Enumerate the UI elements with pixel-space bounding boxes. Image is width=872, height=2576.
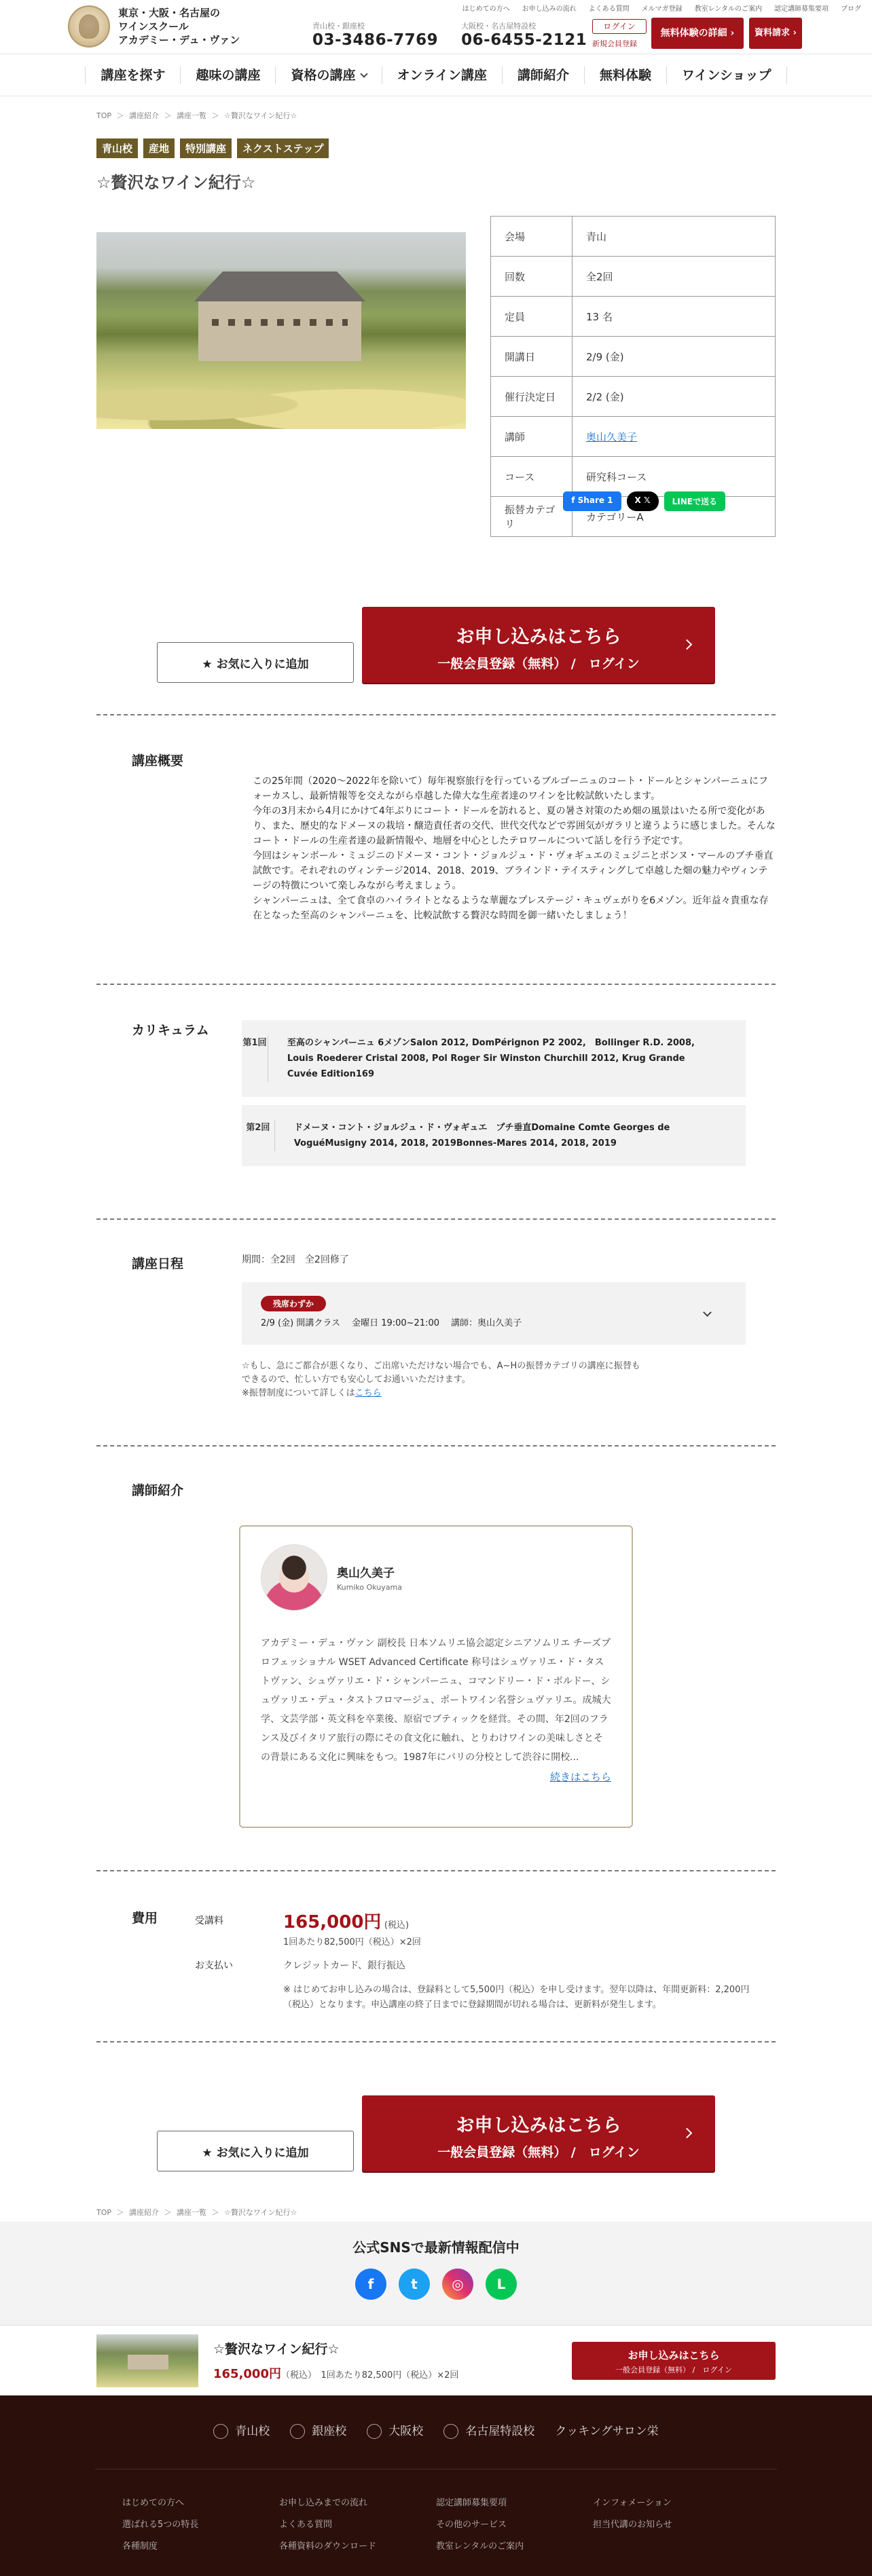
footer-link[interactable]: インフォメーション xyxy=(593,2498,672,2508)
curriculum-text: 至高のシャンパーニュ 6メゾンSalon 2012, DomPérignon P2 2002, Bollinger R.D. 2008, Louis Roederer Cristal 2008, Pol Roger Sir Winston Churchill 2012, Krug Grande Cuvée Edition169 xyxy=(287,1038,695,1079)
read-more-link[interactable]: 続きはこちら xyxy=(549,1771,611,1783)
fee-table xyxy=(195,1908,765,2013)
site-logo[interactable] xyxy=(68,5,240,48)
nav-online[interactable]: オンライン講座 xyxy=(382,67,502,84)
info-value: 研究科コース xyxy=(573,457,776,497)
phone-tokyo[interactable] xyxy=(312,20,438,49)
footer-schools xyxy=(0,2395,872,2439)
info-value: カテゴリーA xyxy=(573,497,776,537)
sns-title: 公式SNSで最新情報配信中 xyxy=(352,2239,520,2256)
crumb-list[interactable]: 講座一覧 xyxy=(177,2208,207,2217)
fee-label: 受講料 xyxy=(195,1916,223,1926)
logo-text xyxy=(118,6,240,47)
info-value: 全2回 xyxy=(573,257,776,297)
footer-col xyxy=(122,2493,279,2558)
transfer-link[interactable]: こちら xyxy=(355,1388,382,1398)
chevron-down-icon xyxy=(360,70,367,77)
info-row xyxy=(491,217,776,257)
sticky-price xyxy=(213,2364,458,2382)
info-row xyxy=(491,457,776,497)
apply-label: お申し込みはこちら xyxy=(628,2349,720,2362)
info-row xyxy=(491,417,776,457)
share-buttons xyxy=(563,491,725,511)
info-key: 催行決定日 xyxy=(491,377,573,417)
sns-section xyxy=(0,2222,872,2325)
global-nav xyxy=(0,54,872,96)
sticky-price-value: 165,000円 xyxy=(213,2367,281,2381)
toplink-rental[interactable]: 教室レンタルのご案内 xyxy=(694,5,762,13)
logo-line: アカデミー・デュ・ヴァン xyxy=(118,34,240,46)
info-value: 2/2 (金) xyxy=(573,377,776,417)
lecturer-link[interactable]: 奥山久美子 xyxy=(586,430,638,443)
lecturer-bio: アカデミー・デュ・ヴァン 副校長 日本ソムリエ協会認定シニアソムリエ チーズプロフェッショナル WSET Advanced Certificate 称号はシュヴァリエ・ド・タストヴァン、シュヴァリエ・ド・シャンパーニュ、コマンドリー・ド・ボルドー、シュヴァリエ・デュ・タストフロマージュ、ポートワイン名誉シュヴァリエ。成城大学、文芸学部・英文科を卒業後、原宿でブティックを経営。その間、年2回のフランス及びイタリア旅行の際にその食文化に触れ、とりわけワインの美味しさとその背景にある文化に興味をもつ。1987年にパリの分校として渋谷に開校... xyxy=(261,1638,611,1763)
cta-area-bottom xyxy=(0,2095,872,2171)
section-heading: 講座日程 xyxy=(132,1256,184,1271)
apply-button[interactable] xyxy=(362,607,715,683)
curriculum-item xyxy=(242,1105,746,1166)
crumb-list[interactable]: 講座一覧 xyxy=(177,111,207,120)
transfer-note xyxy=(242,1360,746,1400)
footer-link[interactable]: お申し込みまでの流れ xyxy=(279,2498,368,2508)
phone-osaka[interactable] xyxy=(461,20,587,49)
info-key: 振替カテゴリ xyxy=(491,497,573,537)
cta-area xyxy=(0,607,872,683)
school-label: 大阪校 xyxy=(388,2425,424,2438)
crumb-current: ☆贅沢なワイン紀行☆ xyxy=(224,2208,297,2217)
footer-link[interactable]: 担当代講のお知らせ xyxy=(593,2520,672,2530)
curriculum-item xyxy=(242,1020,746,1097)
toplink-faq[interactable]: よくある質問 xyxy=(588,5,630,13)
crumb-current: ☆贅沢なワイン紀行☆ xyxy=(224,111,297,120)
nav-search-course[interactable]: 講座を探す xyxy=(85,67,180,84)
login-button[interactable]: ログイン xyxy=(592,19,647,34)
note-line: できるので、忙しい方でも安心してお通いいただけます。 xyxy=(242,1375,471,1385)
fee-tax: (税込) xyxy=(384,1920,410,1930)
curriculum-list xyxy=(242,1020,746,1166)
school-icon xyxy=(213,2424,228,2439)
school-link[interactable] xyxy=(290,2421,346,2439)
info-key: 定員 xyxy=(491,297,573,337)
school-label: 銀座校 xyxy=(312,2425,347,2438)
footer-link[interactable]: 選ばれる5つの特長 xyxy=(122,2520,199,2530)
seats-badge: 残席わずか xyxy=(261,1296,326,1311)
tag: ネクストステップ xyxy=(237,138,329,158)
footer-link[interactable]: その他のサービス xyxy=(436,2520,507,2530)
tag: 青山校 xyxy=(96,138,138,158)
phone-label: 大阪校・名古屋特設校 xyxy=(461,22,537,31)
breadcrumb xyxy=(0,110,872,121)
footer-col xyxy=(279,2493,436,2558)
section-heading: 講座概要 xyxy=(132,753,184,768)
tag: 特別講座 xyxy=(180,138,232,158)
apply-label: お申し込みはこちら xyxy=(456,627,621,648)
school-link[interactable] xyxy=(443,2421,534,2439)
info-row xyxy=(491,337,776,377)
apply-sublabel: 一般会員登録（無料） / ログイン xyxy=(437,2145,640,2160)
breadcrumb-bottom xyxy=(0,2207,872,2222)
toplink-recruit[interactable]: 認定講師募集要項 xyxy=(774,5,829,13)
twitter-icon[interactable]: t xyxy=(399,2269,430,2300)
crumb-sep: ＞ xyxy=(164,2208,172,2217)
curriculum-no: 第1回 xyxy=(242,1035,268,1082)
schedule-class[interactable] xyxy=(242,1282,746,1345)
footer-links xyxy=(0,2469,872,2558)
sticky-price-detail: （税込） 1回あたり82,500円（税込）×2回 xyxy=(280,2370,459,2381)
crumb-sep: ＞ xyxy=(116,2208,124,2217)
info-row xyxy=(491,257,776,297)
note-line: ☆もし、急にご都合が悪くなり、ご出席いただけない場合でも、A~Hの振替カテゴリの講座に振替も xyxy=(242,1361,640,1371)
school-label: 青山校 xyxy=(235,2425,270,2438)
crumb-sep: ＞ xyxy=(116,111,124,120)
nav-hobby[interactable]: 趣味の講座 xyxy=(180,67,275,84)
crumb-courses[interactable]: 講座紹介 xyxy=(129,111,160,120)
lecturer-name-en: Kumiko Okuyama xyxy=(337,1583,402,1592)
toplink-newsletter[interactable]: メルマガ登録 xyxy=(641,5,683,13)
curriculum-no: 第2回 xyxy=(242,1120,275,1151)
apply-button[interactable] xyxy=(362,2095,715,2171)
school-icon xyxy=(443,2424,458,2439)
footer-link[interactable]: はじめての方へ xyxy=(122,2498,185,2508)
nav-qualification[interactable] xyxy=(275,67,381,84)
footer-link[interactable]: 各種資料のダウンロード xyxy=(279,2541,377,2552)
info-row xyxy=(491,297,776,337)
section-heading: 費用 xyxy=(132,1911,158,1926)
schedule-period: 期間：全2回 全2回修了 xyxy=(242,1254,349,1265)
toplink-blog[interactable]: ブログ xyxy=(841,5,861,13)
line-icon[interactable]: L xyxy=(486,2269,517,2300)
course-info-table xyxy=(490,216,776,537)
logo-line: 東京・大阪・名古屋の xyxy=(118,7,221,19)
school-link[interactable] xyxy=(213,2421,270,2439)
new-member-link[interactable]: 新規会員登録 xyxy=(592,39,637,48)
section-heading: 講師紹介 xyxy=(132,1483,184,1498)
course-thumbnail xyxy=(96,2334,198,2387)
overview-text: この25年間（2020〜2022年を除いて）毎年視察旅行を行っているブルゴーニュのコート・ドールとシャンパーニュにフォーカスし、最新情報等を交えながら卓越した偉大な生産者達のワインを比較試飲いたします。 今年の3月末から4月にかけて4年ぶりにコート・ドールを訪れると、夏の暑さ対策のため畑の風景はいたる所で変化があり、また、歴史的なドメーヌの栽培・醸造責任者の交代、世代交代などで雰囲気がガラリと違うように感じました。そんなコート・ドールの生産者達の最新情報や、地層を中心としたテロワールについて話しを行う予定です。 今回はシャンボール・ミュジニのドメーヌ・コント・ジョルジュ・ド・ヴォギュエのミュジニとボンヌ・マールのブチ垂直試飲です。それぞれのヴィンテージ2014、2018、2019、ブラインド・テイスティングして卓越した畑の魅力やヴィンテージの特徴について楽しみながら考えましょう。 シャンパーニュは、全て食卓のハイライトとなるような華麗なプレステージ・キュヴェがりを6メゾン。近年益々貴重な存在となった至高のシャンパーニュを、比較試飲する贅沢な時間を御一緒いたしましょう！ xyxy=(253,776,776,921)
apply-sublabel: 一般会員登録（無料） / ログイン xyxy=(437,656,640,671)
divider xyxy=(96,2041,776,2042)
crumb-sep: ＞ xyxy=(211,2208,219,2217)
site-footer xyxy=(0,2395,872,2576)
logo-line: ワインスクール xyxy=(118,20,189,33)
x-post-button[interactable]: X 𝕏 xyxy=(627,491,659,511)
sticky-apply-bar xyxy=(0,2325,872,2395)
tag: 産地 xyxy=(143,138,175,158)
school-icon xyxy=(290,2424,305,2439)
schedule-area xyxy=(242,1252,746,1400)
phone-numbers xyxy=(312,20,587,49)
nav-wine-shop[interactable]: ワインショップ xyxy=(666,67,787,84)
info-key: 開講日 xyxy=(491,337,573,377)
school-label: 名古屋特設校 xyxy=(465,2425,535,2438)
school-link[interactable]: クッキングサロン栄 xyxy=(555,2425,659,2438)
info-key: コース xyxy=(491,457,573,497)
fee-price: 165,000円 xyxy=(283,1912,382,1933)
fee-per: 1回あたり82,500円（税込）×2回 xyxy=(283,1937,421,1947)
crumb-top[interactable]: TOP xyxy=(96,111,112,120)
footer-link[interactable]: 認定講師募集要項 xyxy=(436,2498,507,2508)
add-favorite-button[interactable]: ★ お気に入りに追加 xyxy=(157,642,354,683)
curriculum-text: ドメーヌ・コント・ジョルジュ・ド・ヴォギュエ プチ垂直Domaine Comte Georges de VoguéMusigny 2014, 2018, 2019Bonnes-Mares 2014, 2018, 2019 xyxy=(293,1123,670,1149)
free-trial-button[interactable]: 無料体験の詳細 › xyxy=(651,18,744,49)
sticky-apply-button[interactable] xyxy=(572,2342,776,2380)
crumb-top[interactable]: TOP xyxy=(96,2208,112,2217)
phone-number: 03-3486-7769 xyxy=(312,31,439,49)
info-value: 13 名 xyxy=(573,297,776,337)
toplink-flow[interactable]: お申し込みの流れ xyxy=(522,5,577,13)
lecturer-name: 奥山久美子 xyxy=(337,1567,395,1580)
school-link[interactable] xyxy=(367,2421,423,2439)
line-share-button[interactable]: LINEで送る xyxy=(664,491,725,511)
footer-link[interactable]: 教室レンタルのご案内 xyxy=(436,2541,524,2552)
info-key: 講師 xyxy=(491,417,573,457)
request-docs-button[interactable]: 資料請求 › xyxy=(749,18,802,49)
add-favorite-button[interactable]: ★ お気に入りに追加 xyxy=(157,2131,354,2171)
facebook-share-button[interactable]: f Share 1 xyxy=(563,491,621,511)
sticky-title: ☆贅沢なワイン紀行☆ xyxy=(213,2342,340,2357)
facebook-icon[interactable]: f xyxy=(355,2269,386,2300)
fee-payment: クレジットカード、銀行振込 xyxy=(283,1960,405,1971)
crumb-sep: ＞ xyxy=(211,111,219,120)
school-icon xyxy=(367,2424,382,2439)
nav-lecturers[interactable]: 講師紹介 xyxy=(502,67,584,84)
fee-label: お支払い xyxy=(195,1960,233,1971)
section-heading: カリキュラム xyxy=(132,1023,209,1038)
info-value: 青山 xyxy=(573,217,776,257)
crumb-courses[interactable]: 講座紹介 xyxy=(129,2208,160,2217)
footer-link[interactable]: よくある質問 xyxy=(279,2520,333,2530)
phone-number: 06-6455-2121 xyxy=(461,31,587,49)
info-value: 2/9 (金) xyxy=(573,337,776,377)
course-tags xyxy=(96,138,776,158)
class-detail: 2/9 (金) 開講クラス 金曜日 19:00~21:00 講師：奥山久美子 xyxy=(261,1318,522,1328)
lecturer-card xyxy=(239,1525,633,1828)
nav-free-trial[interactable]: 無料体験 xyxy=(584,67,666,84)
logo-emblem-icon xyxy=(68,5,110,48)
info-key: 回数 xyxy=(491,257,573,297)
top-utility-links xyxy=(462,3,861,13)
apply-label: お申し込みはこちら xyxy=(456,2115,621,2136)
note-line: ※振替制度について詳しくは xyxy=(242,1388,355,1398)
site-header xyxy=(0,0,872,54)
page-title: ☆贅沢なワイン紀行☆ xyxy=(96,173,256,192)
footer-link[interactable]: 各種制度 xyxy=(122,2541,158,2552)
phone-label: 青山校・銀座校 xyxy=(312,22,365,31)
info-row xyxy=(491,377,776,417)
avatar xyxy=(261,1544,327,1611)
toplink-beginners[interactable]: はじめての方へ xyxy=(462,5,510,13)
info-key: 会場 xyxy=(491,217,573,257)
course-photo xyxy=(96,232,466,429)
nav-label: 資格の講座 xyxy=(291,67,356,83)
footer-col xyxy=(436,2493,593,2558)
instagram-icon[interactable]: ◎ xyxy=(442,2269,473,2300)
fee-note: ※ はじめてお申し込みの場合は、登録料として5,500円（税込）を申し受けます。翌年以降は、年間更新料：2,200円（税込）となります。申込講座の終了日までに登録期間が切れる場合は、更新料が発生します。 xyxy=(283,1985,750,2010)
crumb-sep: ＞ xyxy=(164,111,172,120)
footer-col xyxy=(593,2493,750,2558)
apply-sublabel: 一般会員登録（無料） / ログイン xyxy=(615,2366,732,2374)
